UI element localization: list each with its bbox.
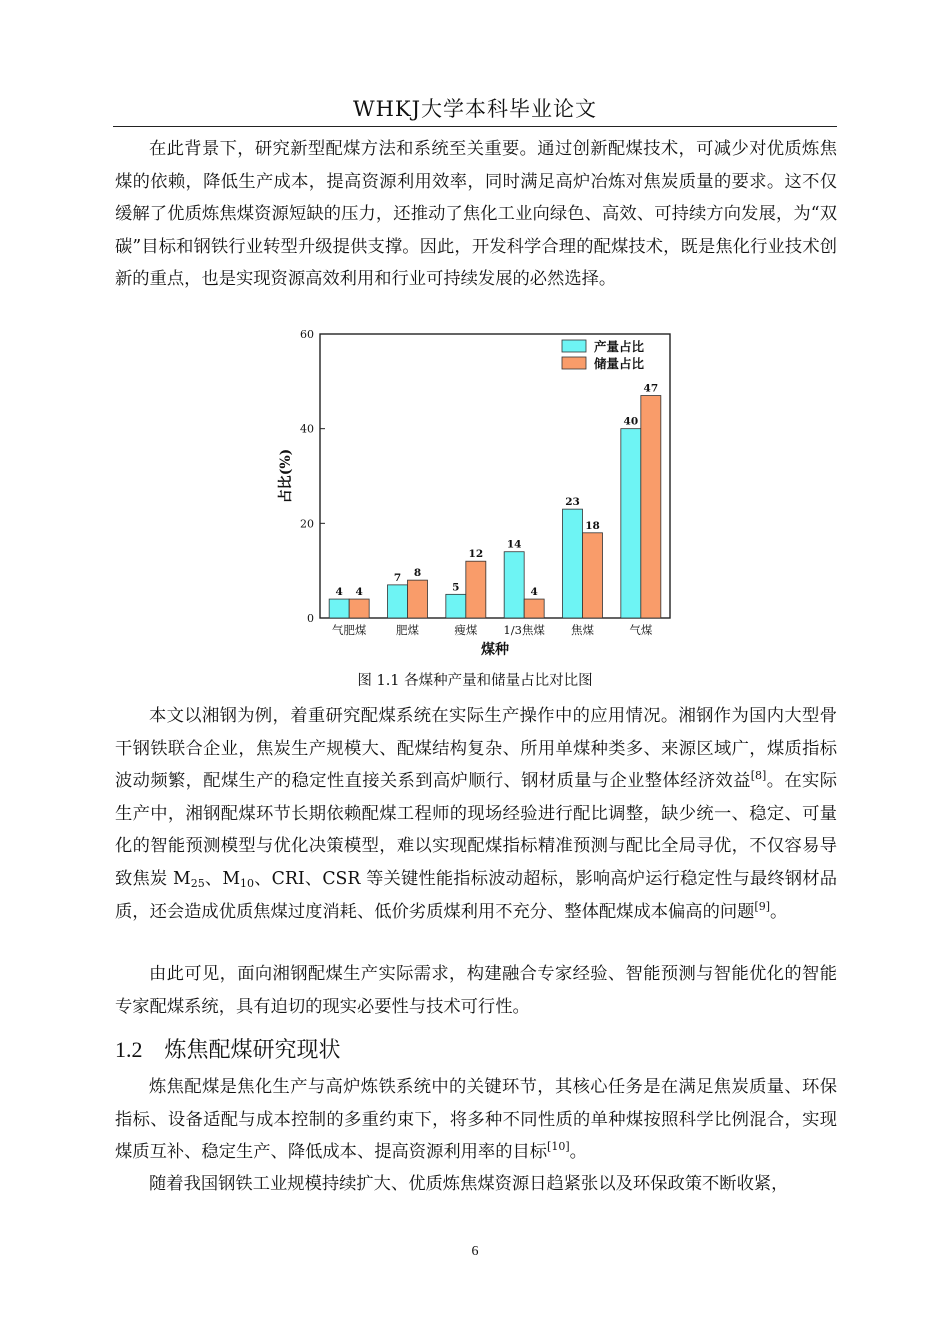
section-title: 炼焦配煤研究现状 bbox=[164, 1038, 341, 1063]
legend-swatch bbox=[562, 357, 586, 369]
page-number: 6 bbox=[471, 1244, 479, 1259]
subscript: 10 bbox=[240, 876, 255, 890]
citation-ref[interactable]: [10] bbox=[547, 1140, 570, 1154]
bar-value-label: 14 bbox=[506, 538, 522, 551]
y-tick-label: 40 bbox=[300, 422, 314, 436]
paragraph-background: 在此背景下，研究新型配煤方法和系统至关重要。通过创新配煤技术，可减少对优质炼焦煤的依赖，降低生产成本，提高资源利用效率，同时满足高炉冶炼对焦炭质量的要求。这不仅缓解了优质炼焦煤资源短缺的压力，还推动了焦化工业向绿色、高效、可持续方向发展，为“双碳”目标和钢铁行业转型升级提供支撑。因此，开发科学合理的配煤技术，既是焦化行业技术创新的重点，也是实现资源高效利用和行业可持续发展的必然选择。 bbox=[115, 139, 837, 290]
symbol-m: M bbox=[222, 868, 241, 889]
bar-value-label: 8 bbox=[413, 567, 422, 580]
coal-share-bar-chart bbox=[270, 326, 690, 662]
legend-label: 产量占比 bbox=[594, 339, 645, 354]
x-tick-label: 肥煤 bbox=[396, 623, 419, 637]
y-tick-label: 20 bbox=[300, 517, 314, 531]
x-axis-label: 煤种 bbox=[481, 642, 509, 658]
bar bbox=[524, 599, 544, 618]
paragraph-text: 。 bbox=[770, 901, 788, 922]
plot-frame bbox=[320, 334, 670, 618]
y-tick-label: 60 bbox=[300, 328, 314, 341]
bar bbox=[408, 580, 428, 618]
bar bbox=[641, 396, 661, 618]
bar bbox=[388, 585, 408, 618]
bar-value-label: 47 bbox=[643, 382, 659, 395]
bar bbox=[329, 599, 349, 618]
bar-value-label: 5 bbox=[452, 581, 460, 594]
header-divider bbox=[113, 126, 837, 127]
legend-label: 储量占比 bbox=[594, 356, 645, 371]
bar bbox=[504, 552, 524, 618]
paragraph-text: 本文以湘钢为例，着重研究配煤系统在实际生产操作中的应用情况。湘钢作为国内大型骨干钢铁联合企业，焦炭生产规模大、配煤结构复杂、所用单煤种类多、来源区域广，煤质指标波动频繁，配煤生产的稳定性直接关系到高炉顺行、钢材质量与企业整体经济效益 bbox=[115, 706, 837, 792]
bar bbox=[349, 599, 369, 618]
bar bbox=[446, 594, 466, 618]
paragraph-text: 。 bbox=[569, 1142, 587, 1163]
bar-value-label: 7 bbox=[393, 571, 402, 584]
paragraph-text: 。在实际生产中，湘钢配煤环节长期依赖配煤工程师的现场经验进行配比调整，缺少统一、稳定、可量化的智能预测模型与优化决策模型，难以实现配煤指标精准预测与配比全局寻优，不仅容易导致焦炭 bbox=[115, 771, 837, 889]
subscript: 25 bbox=[190, 876, 205, 890]
bar-value-label: 12 bbox=[468, 548, 484, 561]
paragraph-conclusion: 由此可见，面向湘钢配煤生产实际需求，构建融合专家经验、智能预测与智能优化的智能专家配煤系统，具有迫切的现实必要性与技术可行性。 bbox=[115, 964, 837, 1017]
bar bbox=[563, 509, 583, 618]
separator: 、 bbox=[204, 868, 223, 889]
bar-value-label: 4 bbox=[335, 586, 343, 599]
page-header-title: WHKJ大学本科毕业论文 bbox=[352, 97, 597, 121]
bar bbox=[466, 561, 486, 618]
symbol-m: M bbox=[173, 868, 191, 889]
x-tick-label: 气肥煤 bbox=[331, 623, 367, 637]
paragraph-text: 、CRI、CSR 等关键性能指标波动超标，影响高炉运行稳定性与最终钢材品质，还会造成优质焦煤过度消耗、低价劣质煤利用不充分、整体配煤成本偏高的问题 bbox=[115, 868, 837, 922]
paragraph-industry: 随着我国钢铁工业规模持续扩大、优质炼焦煤资源日趋紧张以及环保政策不断收紧， bbox=[149, 1174, 789, 1194]
bar-value-label: 4 bbox=[530, 586, 538, 599]
citation-ref[interactable]: [9] bbox=[754, 899, 771, 913]
bar-value-label: 23 bbox=[565, 496, 580, 509]
x-tick-label: 1/3焦煤 bbox=[503, 623, 545, 637]
figure-caption: 图 1.1 各煤种产量和储量占比对比图 bbox=[357, 673, 593, 689]
y-axis-label: 占比(%) bbox=[278, 448, 294, 504]
section-heading bbox=[115, 1033, 341, 1064]
x-tick-label: 瘦煤 bbox=[454, 623, 478, 637]
section-number: 1.2 bbox=[115, 1037, 143, 1062]
x-tick-label: 焦煤 bbox=[571, 623, 594, 637]
paragraph-text: 炼焦配煤是焦化生产与高炉炼铁系统中的关键环节，其核心任务是在满足焦炭质量、环保指标、设备适配与成本控制的多重约束下，将多种不同性质的单种煤按照科学比例混合，实现煤质互补、稳定生产、降低成本、提高资源利用率的目标 bbox=[115, 1077, 837, 1163]
citation-ref[interactable]: [8] bbox=[750, 769, 767, 783]
bar bbox=[583, 533, 603, 618]
bar-value-label: 18 bbox=[585, 519, 600, 532]
x-tick-label: 气煤 bbox=[629, 623, 653, 637]
bar bbox=[621, 429, 641, 618]
legend-swatch bbox=[562, 340, 586, 352]
y-tick-label: 0 bbox=[307, 612, 314, 625]
bar-value-label: 40 bbox=[623, 415, 639, 428]
paragraph-coking-blend bbox=[115, 1071, 837, 1169]
paragraph-xianggang bbox=[115, 700, 837, 928]
bar-value-label: 4 bbox=[355, 586, 363, 599]
